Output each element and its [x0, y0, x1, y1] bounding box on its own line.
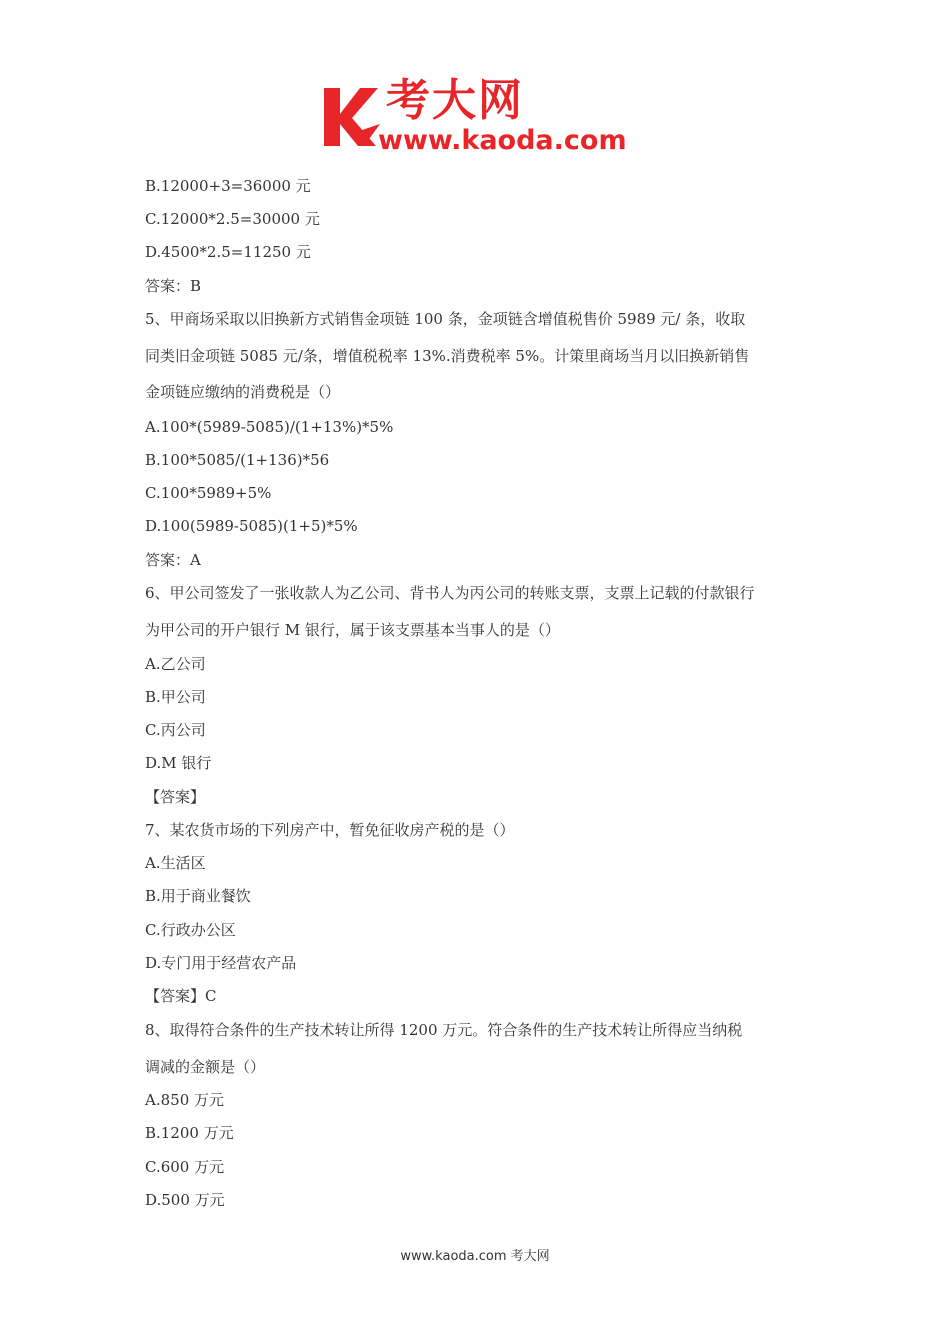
option-line: C.丙公司 [145, 721, 206, 739]
question-line: 6、甲公司签发了一张收款人为乙公司、背书人为丙公司的转账支票，支票上记载的付款银行 [145, 584, 755, 602]
option-line: A.乙公司 [145, 655, 206, 673]
answer-line: 【答案】C [145, 987, 217, 1005]
page-footer: www.kaoda.com 考大网 [400, 1249, 550, 1264]
option-line: D.4500*2.5=11250 元 [145, 243, 311, 261]
option-line: C.600 万元 [145, 1158, 225, 1176]
question-line: 同类旧金项链 5085 元/条，增值税税率 13%.消费税率 5%。计策里商场当月以旧换新销售 [145, 347, 750, 365]
question-line: 5、甲商场采取以旧换新方式销售金项链 100 条，金项链含增值税售价 5989 元/ 条，收取 [145, 310, 746, 328]
question-line: 金项链应缴纳的消费税是（） [145, 383, 341, 401]
option-line: B.12000+3=36000 元 [145, 177, 311, 195]
question-line: 8、取得符合条件的生产技术转让所得 1200 万元。符合条件的生产技术转让所得应当纳税 [145, 1021, 743, 1039]
option-line: B.甲公司 [145, 688, 206, 706]
k-logo-icon [320, 80, 382, 150]
answer-line: 【答案】 [145, 788, 206, 806]
option-line: D.100(5989-5085)(1+5)*5% [145, 517, 358, 535]
answer-line: 答案：A [145, 551, 201, 569]
question-line: 为甲公司的开户银行 M 银行，属于该支票基本当事人的是（） [145, 621, 560, 639]
question-line: 调减的金额是（） [145, 1058, 266, 1076]
kaoda-logo [320, 75, 650, 160]
option-line: B.用于商业餐饮 [145, 887, 251, 905]
logo-brand-text: 考大网 [386, 75, 524, 126]
option-line: A.100*(5989-5085)/(1+13%)*5% [145, 418, 394, 436]
option-line: D.500 万元 [145, 1191, 225, 1209]
option-line: C.行政办公区 [145, 921, 236, 939]
option-line: A.生活区 [145, 854, 206, 872]
option-line: D.M 银行 [145, 754, 212, 772]
answer-line: 答案：B [145, 277, 202, 295]
question-line: 7、某农货市场的下列房产中，暂免征收房产税的是（） [145, 821, 515, 839]
option-line: C.12000*2.5=30000 元 [145, 210, 320, 228]
option-line: C.100*5989+5% [145, 484, 272, 502]
option-line: A.850 万元 [145, 1091, 224, 1109]
option-line: B.100*5085/(1+136)*56 [145, 451, 330, 469]
logo-url-text: www.kaoda.com [378, 125, 627, 156]
option-line: B.1200 万元 [145, 1124, 234, 1142]
option-line: D.专门用于经营农产品 [145, 954, 297, 972]
